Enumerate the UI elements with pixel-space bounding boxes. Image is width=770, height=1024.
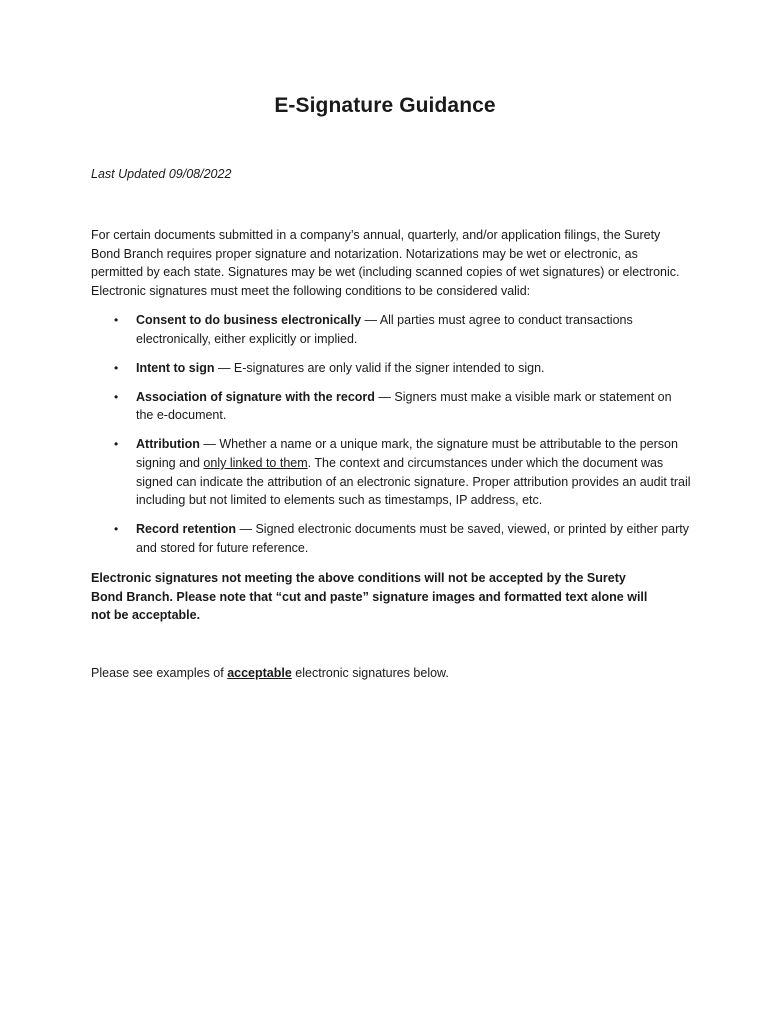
page-title: E-Signature Guidance [274,94,496,117]
condition-text: — All parties must agree to conduct transactions electronically, either explicitly or implied. [136,313,633,346]
condition-text: — Whether a name or a unique mark, the signature must be attributable to the person signing and [136,437,678,471]
condition-item-association [91,388,691,425]
condition-term: Association of signature with the record [136,389,375,404]
condition-term: Record retention [136,522,237,537]
bullet-icon: • [114,437,119,452]
examples-text: electronic signatures below. [291,666,449,680]
condition-text: — E-signatures are only valid if the signer intended to sign. [214,360,545,375]
warning-paragraph: Electronic signatures not meeting the above conditions will not be accepted by the Surety Bond Branch. Please note that “cut and paste” signature images and formatted text alone will not be acceptable. [91,571,648,623]
condition-term: Attribution [136,437,200,452]
bullet-icon: • [114,522,119,537]
condition-item-retention [91,520,691,557]
bullet-icon: • [114,313,119,327]
intro-paragraph: For certain documents submitted in a company’s annual, quarterly, and/or application filings, the Surety Bond Branch requires proper signature and notarization. Notarizations may be wet or electronic, as permitted by each state. Signatures may be wet (including scanned copies of wet signatures) or electronic. Electronic signatures must meet the following conditions to be considered valid: [91,228,680,298]
condition-text: — Signed electronic documents must be saved, viewed, or printed by either party and stored for future reference. [136,522,690,555]
linked-phrase: only linked to them [203,456,308,471]
last-updated-date: Last Updated 09/08/2022 [91,167,232,181]
bullet-icon: • [114,360,119,375]
condition-text: — Signers must make a visible mark or statement on the e-document. [136,389,672,423]
condition-item-intent [91,359,691,378]
examples-text: Please see examples of [91,666,228,680]
examples-note [91,664,691,683]
condition-item-attribution [91,435,691,509]
conditions-list [91,311,691,568]
condition-item-consent [91,311,691,348]
condition-term: Intent to sign [136,360,215,375]
condition-term: Consent to do business electronically [136,313,362,327]
condition-text: . The context and circumstances under which the document was signed can indicate the attribution of an electronic signature. Proper attribution provides an audit trail including but not limited to elements such as timestamps, IP address, etc. [136,456,691,508]
bullet-icon: • [114,389,119,404]
acceptable-emphasis: acceptable [227,666,292,680]
